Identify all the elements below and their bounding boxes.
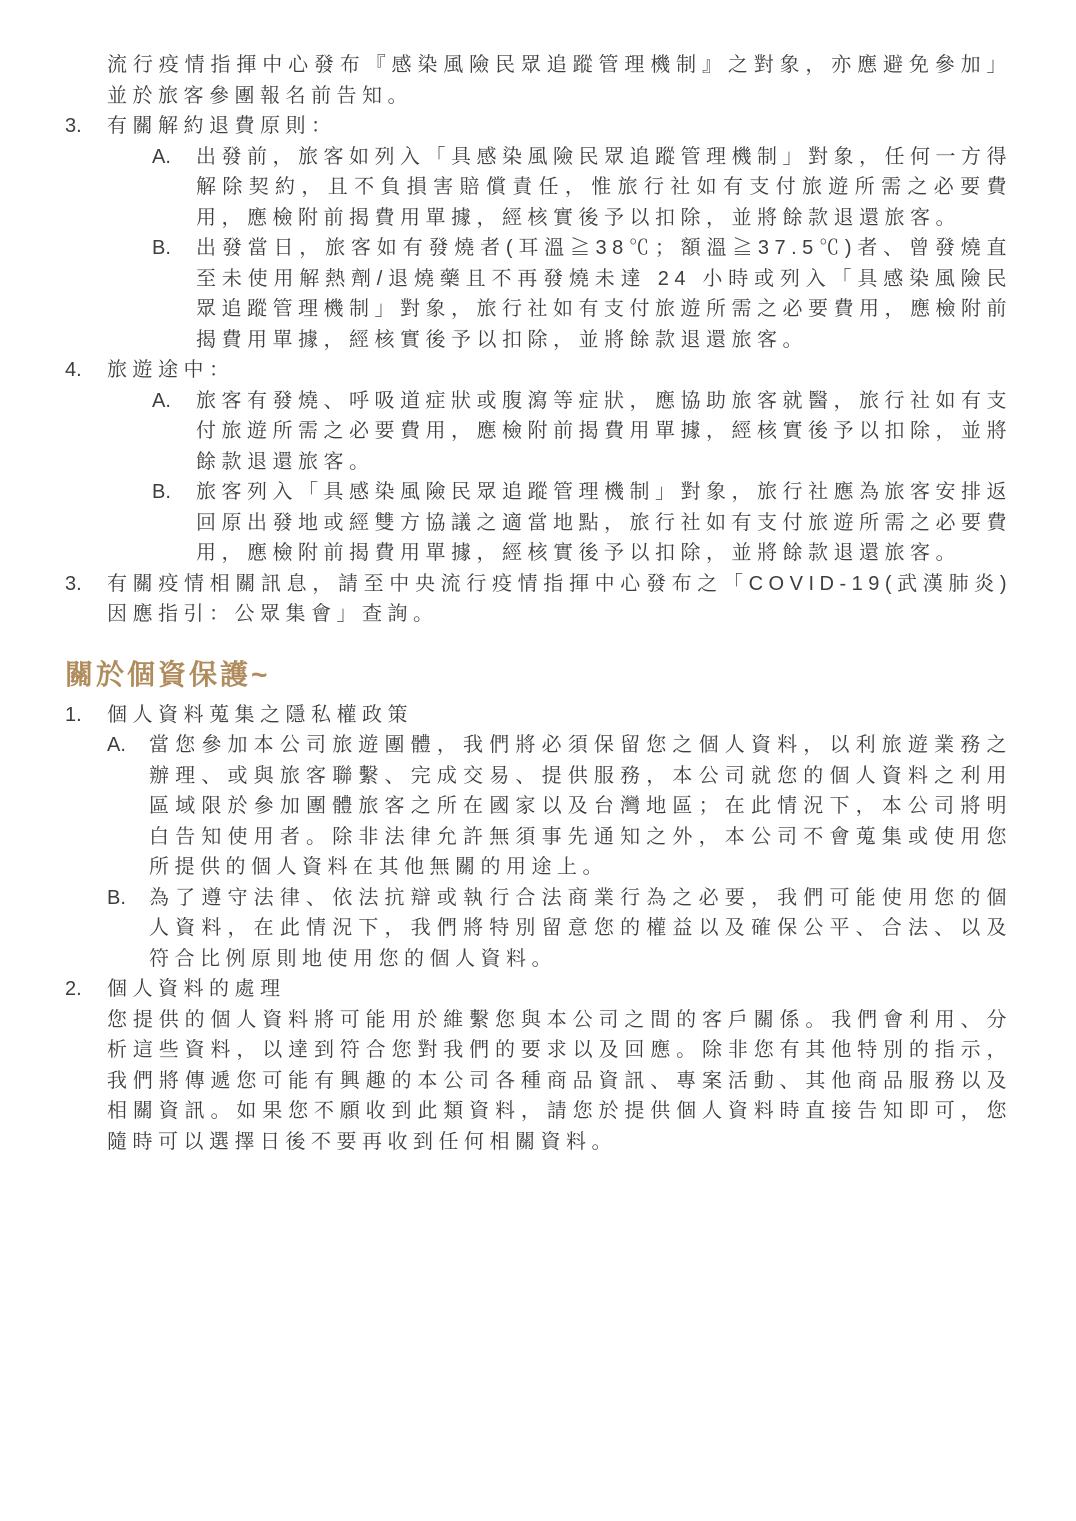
sub-item-b	[152, 477, 1012, 569]
sub-item-a	[152, 142, 1012, 234]
privacy-item-processing	[65, 974, 1012, 1157]
item-body	[107, 355, 1012, 569]
covid-item-info	[65, 569, 1012, 630]
sub-letter: B.	[152, 481, 171, 503]
privacy-item-policy	[65, 700, 1012, 975]
sub-letter: B.	[152, 237, 171, 259]
item-label: 個人資料蒐集之隱私權政策	[107, 703, 413, 726]
sub-text: 旅客列入「具感染風險民眾追蹤管理機制」對象，旅行社應為旅客安排返回原出發地或經雙方協議之適當地點，旅行社如有支付旅遊所需之必要費用，應檢附前揭費用單據，經核實後予以扣除，並將餘款退還旅客。	[196, 481, 1012, 564]
item-number: 3.	[65, 572, 82, 595]
covid-policy-section	[65, 50, 1012, 630]
sub-letter: A.	[152, 145, 171, 168]
item-body	[107, 700, 1012, 975]
covid-item-during-trip	[65, 355, 1012, 569]
sub-text: 旅客有發燒、呼吸道症狀或腹瀉等症狀，應協助旅客就醫，旅行社如有支付旅遊所需之必要費用，應檢附前揭費用單據，經核實後予以扣除，並將餘款退還旅客。	[196, 389, 1012, 473]
item-label: 個人資料的處理	[107, 978, 286, 1000]
sub-text: 為了遵守法律、依法抗辯或執行合法商業行為之必要，我們可能使用您的個人資料，在此情況下，我們將特別留意您的權益以及確保公平、合法、以及符合比例原則地使用您的個人資料。	[149, 886, 1012, 970]
sub-item-b	[152, 233, 1012, 355]
sub-letter: A.	[107, 734, 126, 756]
sub-item-a	[107, 730, 1012, 883]
item-label: 旅遊途中：	[107, 359, 235, 381]
sub-item-b	[107, 883, 1012, 975]
item-number: 4.	[65, 359, 82, 381]
covid-continuation-text: 流行疫情指揮中心發布『感染風險民眾追蹤管理機制』之對象，亦應避免參加」並於旅客參團報名前告知。	[107, 54, 1012, 107]
privacy-section	[65, 656, 1012, 1158]
privacy-heading: 關於個資保護~	[65, 658, 271, 690]
sub-item-a	[152, 386, 1012, 478]
item-body-text: 您提供的個人資料將可能用於維繫您與本公司之間的客戶關係。我們會利用、分析這些資料，以達到符合您對我們的要求以及回應。除非您有其他特別的指示，我們將傳遞您可能有興趣的本公司各種商品資訊、專案活動、其他商品服務以及相關資訊。如果您不願收到此類資料，請您於提供個人資料時直接告知即可，您隨時可以選擇日後不要再收到任何相關資料。	[107, 1008, 1012, 1153]
item-number: 1.	[65, 703, 82, 726]
sub-text: 當您參加本公司旅遊團體，我們將必須保留您之個人資料，以利旅遊業務之辦理、或與旅客聯繫、完成交易、提供服務，本公司就您的個人資料之利用區域限於參加團體旅客之所在國家以及台灣地區；在此情況下，本公司將明白告知使用者。除非法律允許無須事先通知之外，本公司不會蒐集或使用您所提供的個人資料在其他無關的用途上。	[149, 734, 1012, 878]
item-label: 有關疫情相關訊息，請至中央流行疫情指揮中心發布之「COVID-19(武漢肺炎)因應指引：公眾集會」查詢。	[107, 572, 1012, 625]
item-body	[107, 974, 1012, 1157]
covid-item-refund	[65, 111, 1012, 355]
item-body	[107, 111, 1012, 355]
sub-text: 出發前，旅客如列入「具感染風險民眾追蹤管理機制」對象，任何一方得解除契約，且不負損害賠償責任，惟旅行社如有支付旅遊所需之必要費用，應檢附前揭費用單據，經核實後予以扣除，並將餘款退還旅客。	[196, 145, 1012, 229]
sub-letter: A.	[152, 389, 171, 412]
item-number: 3.	[65, 115, 82, 137]
sub-letter: B.	[107, 886, 126, 909]
item-label: 有關解約退費原則：	[107, 115, 337, 137]
item-number: 2.	[65, 978, 82, 1000]
sub-text: 出發當日，旅客如有發燒者(耳溫≧38℃；額溫≧37.5℃)者、曾發燒直至未使用解熱劑/退燒藥且不再發燒未達 24 小時或列入「具感染風險民眾追蹤管理機制」對象，旅行社如有支付旅遊所需之必要費用，應檢附前揭費用單據，經核實後予以扣除，並將餘款退還旅客。	[196, 237, 1012, 351]
item-body	[107, 569, 1012, 630]
